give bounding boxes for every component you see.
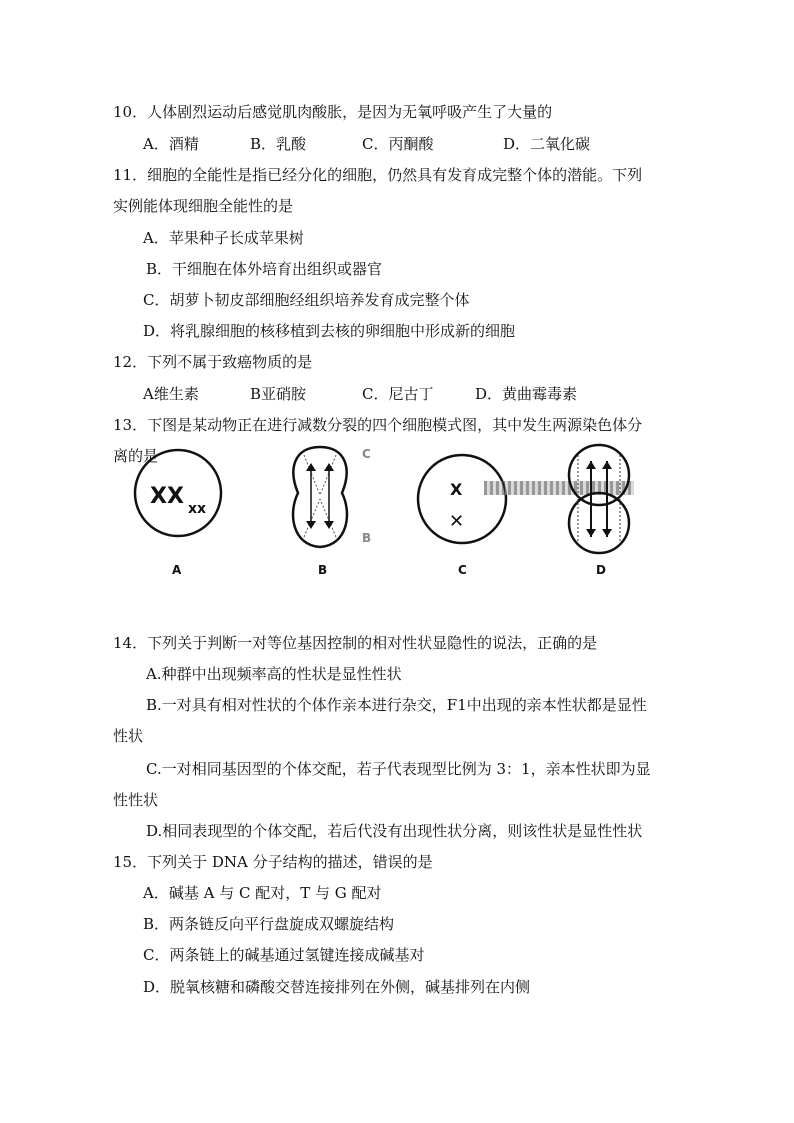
q15-option-a: A．碱基 A 与 C 配对，T 与 G 配对 (143, 884, 382, 902)
q11-option-d: D．将乳腺细胞的核移植到去核的卵细胞中形成新的细胞 (143, 322, 516, 340)
svg-text:xx: xx (188, 501, 207, 517)
q12-stem: 12．下列不属于致癌物质的是 (113, 353, 313, 371)
q12-option-c: C．尼古丁 (362, 385, 434, 403)
q14-option-c-cont: 性性状 (113, 791, 159, 809)
q14-option-b: B.一对具有相对性状的个体作亲本进行杂交，F1中出现的亲本性状都是显性 (146, 696, 647, 714)
q15-option-b: B．两条链反向平行盘旋成双螺旋结构 (143, 915, 395, 933)
q14-option-c: C.一对相同基因型的个体交配，若子代表现型比例为 3：1，亲本性状即为显 (146, 760, 651, 778)
q12-option-d: D．黄曲霉毒素 (475, 385, 578, 403)
q10-option-a: A．酒精 (143, 135, 199, 153)
q14-option-d: D.相同表现型的个体交配，若后代没有出现性状分离，则该性状是显性性状 (146, 822, 643, 840)
q15-option-c: C．两条链上的碱基通过氢键连接成碱基对 (143, 946, 425, 964)
q15-option-d: D．脱氧核糖和磷酸交替连接排列在外侧，碱基排列在内侧 (143, 978, 531, 996)
figure-label-a: A (172, 563, 182, 577)
figure-b-side-mark: B (362, 531, 372, 545)
q12-option-b: B亚硝胺 (250, 385, 307, 403)
meiosis-cell-figure (122, 437, 642, 582)
q12-option-a: A维生素 (143, 385, 199, 403)
q13-stem-line2: 离的是 (113, 447, 159, 465)
svg-text:X: X (450, 480, 463, 499)
figure-label-c: C (458, 563, 467, 577)
q14-stem: 14．下列关于判断一对等位基因控制的相对性状显隐性的说法，正确的是 (113, 634, 598, 652)
figure-label-d: D (596, 563, 606, 577)
q14-option-a: A.种群中出现频率高的性状是显性性状 (146, 665, 402, 683)
figure-b-corner-mark: C (362, 447, 371, 461)
cell-d-diagram (558, 441, 640, 559)
svg-text:✕: ✕ (449, 511, 465, 532)
q10-option-d: D．二氧化碳 (503, 135, 591, 153)
q15-stem: 15．下列关于 DNA 分子结构的描述，错误的是 (113, 853, 433, 871)
q10-option-c: C．丙酮酸 (362, 135, 434, 153)
q11-option-a: A．苹果种子长成苹果树 (143, 229, 304, 247)
q10-stem: 10．人体剧烈运动后感觉肌肉酸胀，是因为无氧呼吸产生了大量的 (113, 103, 553, 121)
q13-stem-line1: 13．下图是某动物正在进行减数分裂的四个细胞模式图，其中发生两源染色体分 (113, 416, 643, 434)
q11-option-c: C．胡萝卜韧皮部细胞经组织培养发育成完整个体 (143, 291, 470, 309)
q10-option-b: B．乳酸 (250, 135, 307, 153)
q14-option-b-cont: 性状 (113, 727, 144, 745)
q11-stem-line1: 11．细胞的全能性是指已经分化的细胞，仍然具有发育成完整个体的潜能。下列 (113, 166, 643, 184)
q11-option-b: B．干细胞在体外培育出组织或器官 (146, 260, 383, 278)
cell-b-diagram (284, 441, 356, 553)
q11-stem-line2: 实例能体现细胞全能性的是 (113, 197, 294, 215)
cell-a-diagram (132, 447, 224, 539)
cell-c-diagram (412, 451, 512, 547)
figure-label-b: B (318, 563, 328, 577)
svg-text:XX: XX (150, 484, 184, 509)
